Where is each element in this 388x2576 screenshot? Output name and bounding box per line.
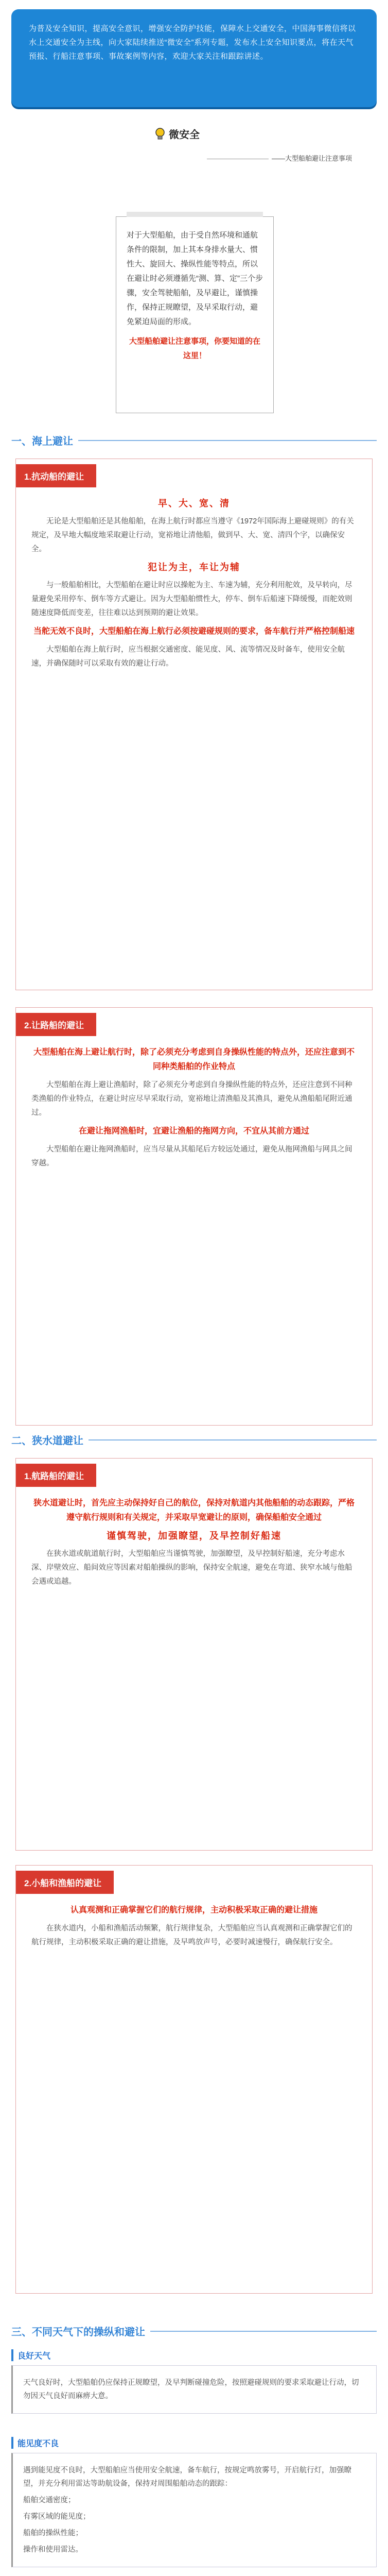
- section-title-weather-text: 三、不同天气下的操纵和避让: [11, 2327, 145, 2338]
- intro-banner: [11, 9, 377, 107]
- card-paragraph: 在狭水道内，小船和渔船活动频繁，航行规律复杂，大型船舶应当认真观测和正确掌握它们的航行规律，主动积极采取正确的避让措施，及早鸣放声号，必要时减速慢行，确保航行安全。: [31, 1924, 352, 1946]
- section-title-sea-text: 一、海上避让: [11, 436, 73, 447]
- card-paragraph: 大型船舶在海上航行时，应当根据交通密度、能见度、风、流等情况及时备车，使用安全航速，并确保随时可以采取有效的避让行动。: [31, 646, 345, 668]
- card-tab: 1.抗动船的避让: [16, 464, 96, 487]
- quote-decor-right: [191, 212, 263, 217]
- weather-list-item: 船舶交通密度；: [23, 2496, 76, 2504]
- quote-highlight: 大型船舶避让注意事项，你要知道的在这里！: [129, 337, 260, 360]
- card-sea-1: [15, 459, 373, 990]
- section-title-weather: [11, 2324, 377, 2338]
- section-divider: [150, 2331, 377, 2332]
- card-paragraph: 无论是大型船舶还是其他船舶，在海上航行时都应当遵守《1972年国际海上避碰规则》的有关规定，及早地大幅度地采取避让行动，宽裕地让清他船，做到早、大、宽、清四个字，以确保安全。: [31, 517, 354, 553]
- card-keywords: 谨慎驾驶，加强瞭望，及早控制好船速: [107, 1531, 281, 1541]
- intro-quote-box: [116, 216, 274, 413]
- weather-list-item: 操作和使用雷达。: [23, 2546, 83, 2554]
- intro-text: 为普及安全知识，提高安全意识，增强安全防护技能，保障水上交通安全，中国海事微信将以水上交通安全为主线，向大家陆续推送“微安全”系列专题，发布水上安全知识要点，将在天气预报、行船注意事项、事故案例等内容，欢迎大家关注和跟踪讲述。: [29, 24, 356, 61]
- card-paragraph: 大型船舶在海上避让渔船时，除了必须充分考虑到自身操纵性能的特点外，还应注意到不同种类渔船的作业特点，在避让时应尽早采取行动，宽裕地让清渔船及其渔具，避免从渔船船尾附近通过。: [31, 1081, 352, 1117]
- card-emphasis: 狭水道避让时，首先应主动保持好自己的航位，保持对航道内其他船舶的动态跟踪，严格遵守航行规则和有关规定，并采取早宽避让的原则，确保船舶安全通过: [33, 1499, 355, 1522]
- card-emphasis: 大型船舶在海上避让航行时，除了必须充分考虑到自身操纵性能的特点外，还应注意到不同种类船舶的作业特点: [33, 1048, 355, 1071]
- quote-body: 对于大型船舶，由于受自然环境和通航条件的限制，加上其本身排水量大、惯性大、旋回大、操纵性能等特点，所以在避让时必须遵循先“测、算、定”三个步骤，安全驾驶船舶，及早避让，谨慎操作，保持正规瞭望，及早采取行动，避免紧迫局面的形成。: [127, 231, 263, 326]
- weather-fog: [11, 2437, 377, 2567]
- weather-list-item: 有雾区域的能见度；: [23, 2513, 91, 2521]
- card-narrow-2: [15, 1865, 373, 2294]
- weather-text: 遇到能见度不良时，大型船舶应当使用安全航速，备车航行，按规定鸣放雾号，开启航行灯，加强瞭望，并充分利用雷达等助航设备，保持对周围船舶动态的跟踪：: [23, 2466, 351, 2488]
- card-paragraph: 在狭水道或航道航行时，大型船舶应当谨慎驾驶，加强瞭望，及早控制好船速，充分考虑水深、岸壁效应、船间效应等因素对船舶操纵的影响，保持安全航速，避免在弯道、狭窄水域与他船会遇或追越。: [31, 1550, 352, 1586]
- page-title: 微安全: [169, 129, 200, 141]
- weather-title: 良好天气: [11, 2349, 377, 2361]
- section-divider: [78, 440, 377, 441]
- section-title-sea: [11, 433, 377, 448]
- card-subheading: 犯让为主，车让为辅: [148, 562, 240, 572]
- card-paragraph: 大型船舶在避让拖网渔船时，应当尽量从其船尾后方较远处通过，避免从拖网渔船与网具之间穿越。: [31, 1145, 352, 1167]
- quote-decor-left: [127, 212, 199, 217]
- section-title-narrow-text: 二、狭水道避让: [11, 1435, 83, 1447]
- weather-good: [11, 2349, 377, 2414]
- card-narrow-1: [15, 1458, 373, 1851]
- card-tab: 2.小船和渔船的避让: [16, 1871, 114, 1894]
- section-title-narrow: [11, 1432, 377, 1447]
- weather-title: 能见度不良: [11, 2437, 377, 2449]
- weather-list-item: 船舶的操纵性能；: [23, 2529, 83, 2537]
- section-divider: [89, 1439, 377, 1440]
- section-header: [154, 126, 200, 141]
- card-emphasis: 在避让拖网渔船时，宜避让渔船的拖网方向，不宜从其前方通过: [78, 1127, 309, 1136]
- lightbulb-icon: [154, 127, 166, 141]
- card-tab: 1.航路船的避让: [16, 1464, 96, 1487]
- byline: ——大型船舶避让注意事项: [207, 153, 352, 163]
- card-emphasis: 认真观测和正确掌握它们的航行规律，主动积极采取正确的避让措施: [70, 1906, 318, 1914]
- card-emphasis: 当舵无效不良时，大型船舶在海上航行必须按避碰规则的要求，备车航行并严格控制船速: [33, 627, 355, 636]
- card-sea-2: [15, 1007, 373, 1426]
- card-tab: 2.让路船的避让: [16, 1013, 96, 1036]
- card-paragraph: 与一般船舶相比，大型船舶在避让时应以操舵为主、车速为辅，充分利用舵效，及早转向，尽量避免采用停车、倒车等方式避让。因为大型船舶惯性大，停车、倒车后船速下降缓慢，而舵效则随速度降低而变差，往往难以达到预期的避让效果。: [31, 581, 352, 617]
- weather-text: 天气良好时，大型船舶仍应保持正规瞭望，及早判断碰撞危险，按照避碰规则的要求采取避让行动，切勿因天气良好而麻痹大意。: [23, 2379, 359, 2400]
- card-keywords: 早、大、宽、清: [158, 498, 230, 509]
